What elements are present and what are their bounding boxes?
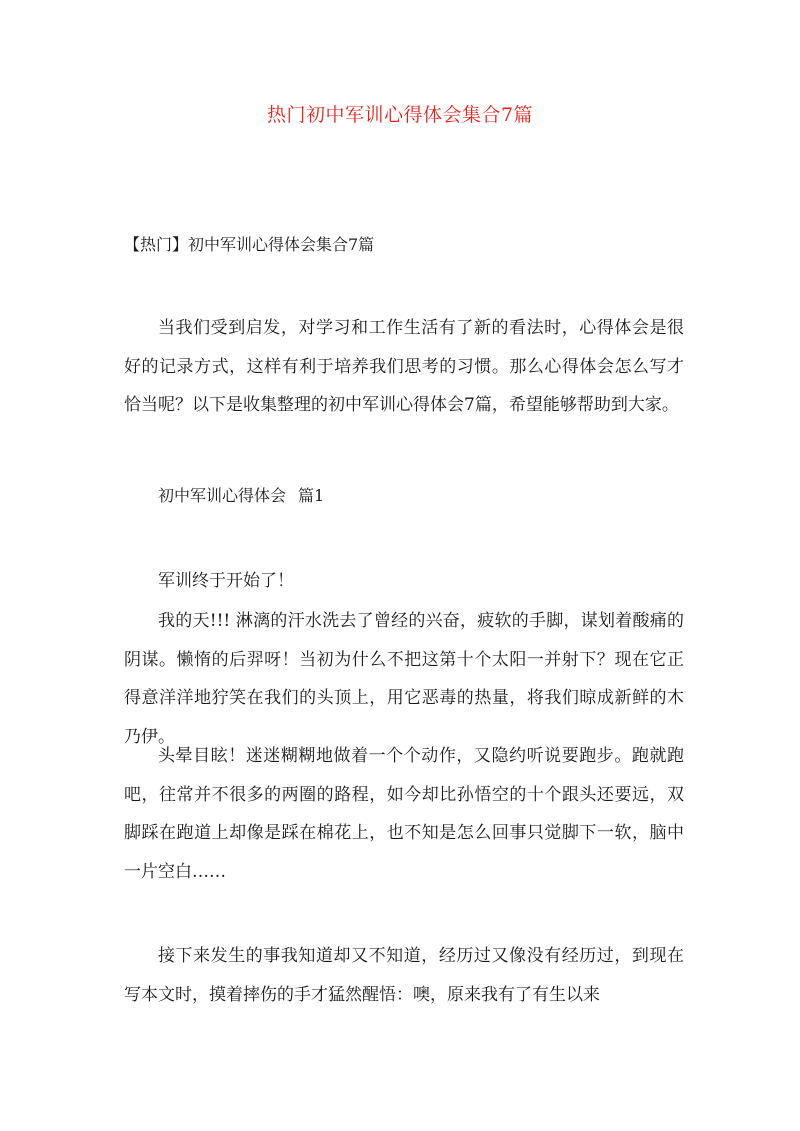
- paragraph-block-2: [124, 602, 684, 756]
- body-paragraph: 军训终于开始了！: [158, 571, 294, 591]
- paragraph-block-1: [124, 562, 684, 601]
- body-paragraph: 我的天!!! 淋漓的汗水洗去了曾经的兴奋，疲软的手脚，谋划着酸痛的阴谋。懒惰的后羿呀！当初为什么不把这第十个太阳一并射下？现在它正得意洋洋地狞笑在我们的头顶上，用它恶毒的热量，将我们晾成新鲜的木乃伊。: [124, 611, 684, 747]
- section-heading-name: 初中军训心得体会: [158, 486, 287, 505]
- intro-block: [124, 309, 684, 425]
- section-heading-number: 篇1: [298, 486, 325, 505]
- body-paragraph: 接下来发生的事我知道却又不知道，经历过又像没有经历过，到现在写本文时，摸着摔伤的手才猛然醒悟：噢，原来我有了有生以来: [124, 946, 684, 1005]
- paragraph-block-3: [124, 737, 684, 891]
- document-subtitle: 【热门】初中军训心得体会集合7篇: [124, 235, 375, 254]
- paragraph-block-4: [124, 937, 684, 1014]
- body-paragraph: 头晕目眩！迷迷糊糊地做着一个个动作，又隐约听说要跑步。跑就跑吧，往常并不很多的两圈的路程，如今却比孙悟空的十个跟头还要远，双脚踩在跑道上却像是踩在棉花上，也不知是怎么回事只觉脚下一软，脑中一片空白……: [124, 746, 684, 882]
- intro-paragraph: 当我们受到启发，对学习和工作生活有了新的看法时，心得体会是很好的记录方式，这样有利于培养我们思考的习惯。那么心得体会怎么写才恰当呢？以下是收集整理的初中军训心得体会7篇，希望能够帮助到大家。: [124, 318, 684, 415]
- document-title: 热门初中军训心得体会集合7篇: [266, 104, 534, 126]
- section-heading: [158, 483, 324, 509]
